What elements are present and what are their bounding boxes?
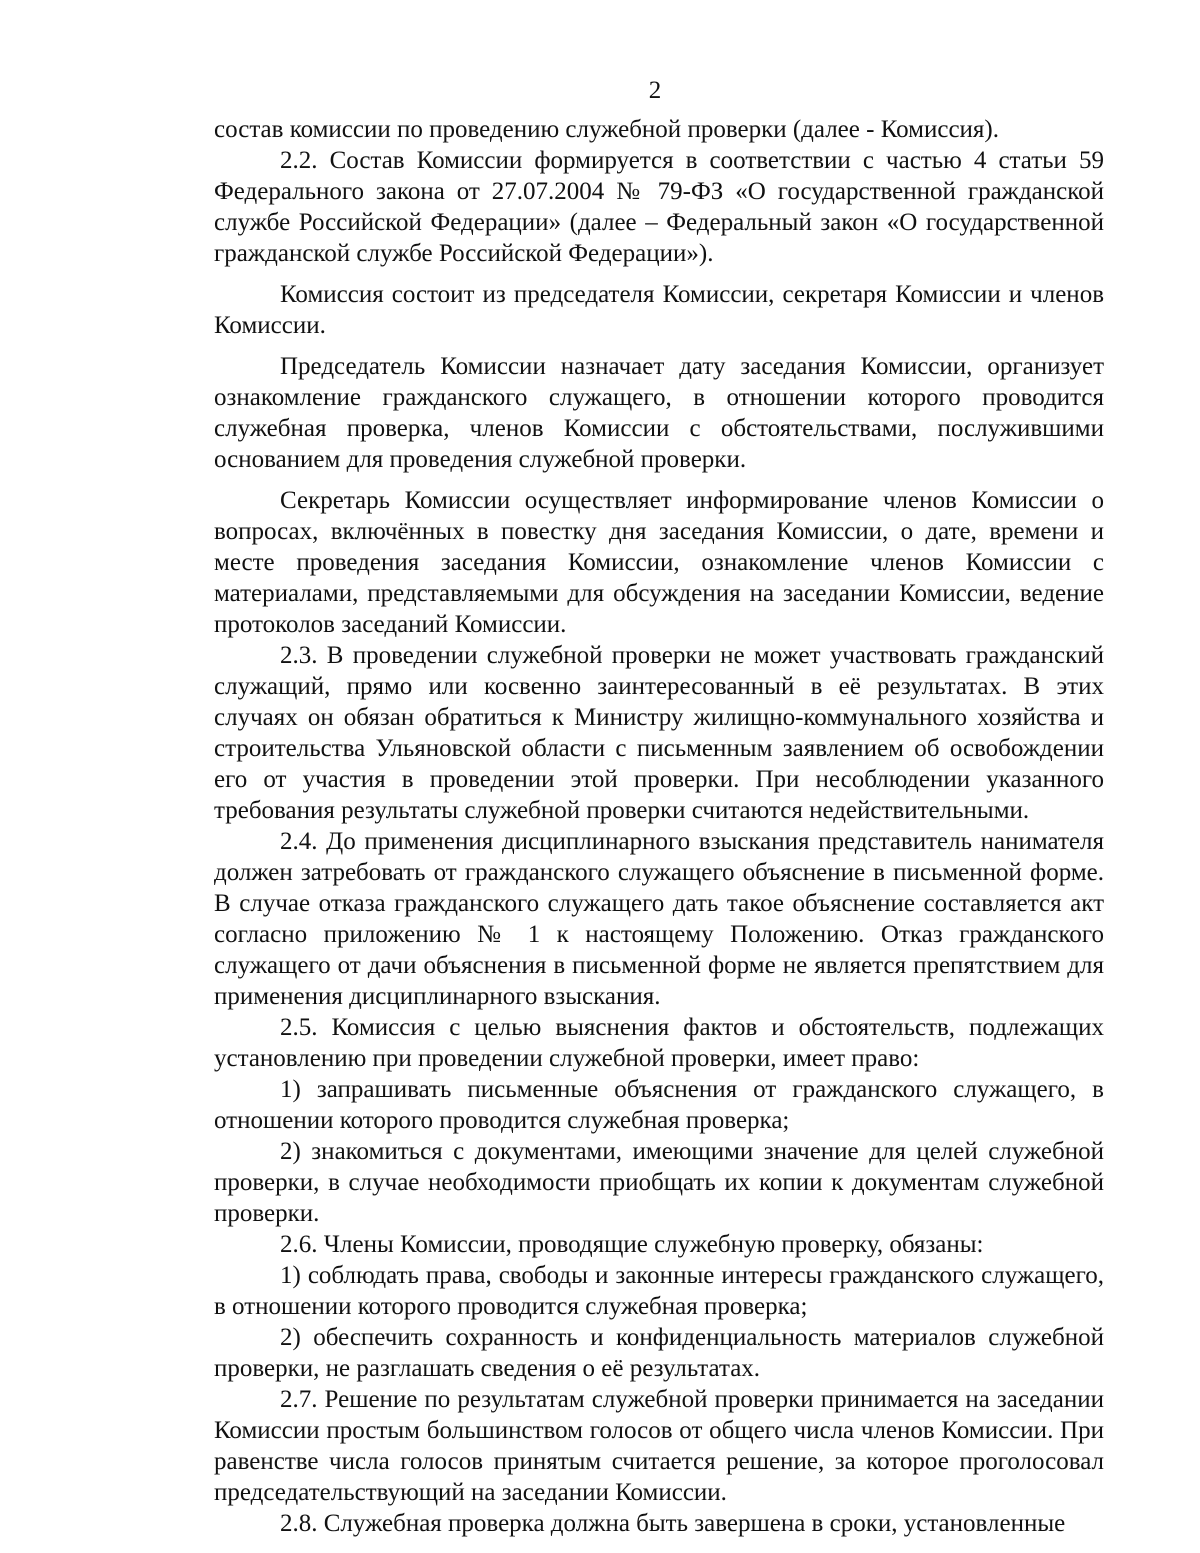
paragraph-continuation: состав комиссии по проведению служебной проверки (далее - Комиссия). (214, 116, 999, 143)
list-item-2-5-2: 2) знакомиться с документами, имеющими значение для целей служебной проверки, в случае необходимости приобщать их копии к документам служебной проверки. (214, 1138, 1104, 1227)
paragraph-2-5: 2.5. Комиссия с целью выяснения фактов и обстоятельств, подлежащих установлению при проведении служебной проверки, имеет право: (214, 1014, 1104, 1072)
list-item-2-6-1: 1) соблюдать права, свободы и законные интересы гражданского служащего, в отношении которого проводится служебная проверка; (214, 1262, 1104, 1320)
paragraph-2-7: 2.7. Решение по результатам служебной проверки принимается на заседании Комиссии простым большинством голосов от общего числа членов Комиссии. При равенстве числа голосов принятым считается решение, за которое проголосовал председательствующий на заседании Комиссии. (214, 1386, 1104, 1506)
paragraph-2-8: 2.8. Служебная проверка должна быть завершена в сроки, установленные (280, 1510, 1066, 1537)
list-item-2-5-1: 1) запрашивать письменные объяснения от гражданского служащего, в отношении которого проводится служебная проверка; (214, 1076, 1104, 1134)
paragraph-commission-composition: Комиссия состоит из председателя Комиссии, секретаря Комиссии и членов Комиссии. (214, 281, 1104, 339)
document-body (214, 114, 1104, 1539)
paragraph-2-4: 2.4. До применения дисциплинарного взыскания представитель нанимателя должен затребовать от гражданского служащего объяснение в письменной форме. В случае отказа гражданского служащего дать такое объяснение составляется акт согласно приложению № 1 к настоящему Положению. Отказ гражданского служащего от дачи объяснения в письменной форме не является препятствием для применения дисциплинарного взыскания. (214, 828, 1104, 1010)
paragraph-2-3: 2.3. В проведении служебной проверки не может участвовать гражданский служащий, прямо или косвенно заинтересованный в её результатах. В этих случаях он обязан обратиться к Министру жилищно-коммунального хозяйства и строительства Ульяновской области с письменным заявлением об освобождении его от участия в проведении этой проверки. При несоблюдении указанного требования результаты служебной проверки считаются недействительными. (214, 642, 1104, 824)
paragraph-2-6: 2.6. Члены Комиссии, проводящие служебную проверку, обязаны: (280, 1231, 984, 1258)
paragraph-chairman-duties: Председатель Комиссии назначает дату заседания Комиссии, организует ознакомление гражданского служащего, в отношении которого проводится служебная проверка, членов Комиссии с обстоятельствами, послужившими основанием для проведения служебной проверки. (214, 353, 1104, 473)
paragraph-secretary-duties: Секретарь Комиссии осуществляет информирование членов Комиссии о вопросах, включённых в повестку дня заседания Комиссии, о дате, времени и месте проведения заседания Комиссии, ознакомление членов Комиссии с материалами, представляемыми для обсуждения на заседании Комиссии, ведение протоколов заседаний Комиссии. (214, 487, 1104, 638)
page-number: 2 (648, 77, 662, 104)
list-item-2-6-2: 2) обеспечить сохранность и конфиденциальность материалов служебной проверки, не разглашать сведения о её результатах. (214, 1324, 1104, 1382)
paragraph-2-2: 2.2. Состав Комиссии формируется в соответствии с частью 4 статьи 59 Федерального закона от 27.07.2004 № 79-ФЗ «О государственной гражданской службе Российской Федерации» (далее – Федеральный закон «О государственной гражданской службе Российской Федерации»). (214, 147, 1104, 267)
